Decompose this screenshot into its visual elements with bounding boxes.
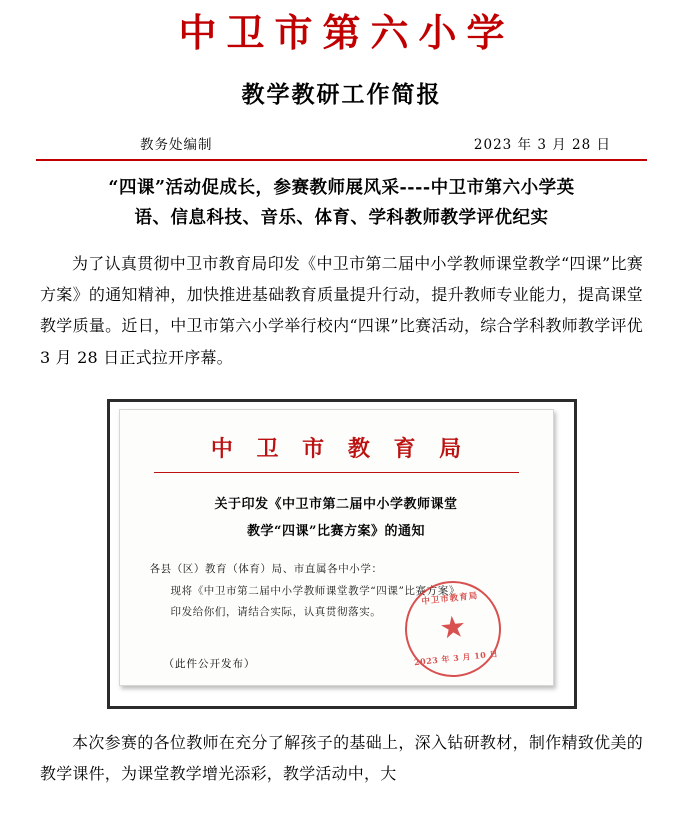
headline-line-1: “四课”活动促成长，参赛教师展风采----中卫市第六小学英 [108,177,575,198]
masthead-title: 中卫市第六小学 [178,10,515,55]
notice-heading [120,491,553,546]
document-subtitle: 教学教研工作简报 [241,80,442,108]
notice-divider [154,472,519,473]
notice-heading-line-2: 教学“四课”比赛方案》的通知 [247,524,425,540]
issue-date: 2023 年 3 月 28 日 [473,136,611,153]
notice-body-line-1: 各县（区）教育（体育）局、市直属各中小学： [149,563,383,576]
notice-scan-sheet [119,409,554,686]
notice-scan-figure [107,399,577,709]
header-divider [36,159,647,161]
body-paragraph-1: 为了认真贯彻中卫市教育局印发《中卫市第二届中小学教师课堂教学“四课”比赛方案》的通知精神，加快推进基础教育质量提升行动，提升教师专业能力，提高课堂教学质量。近日，中卫市第六小学举行校内“四课”比赛活动，综合学科教师教学评优 3 月 28 日正式拉开序幕。 [40,254,643,367]
article-headline [30,173,653,234]
notice-body-line-2: 现将《中卫市第二届中小学教师课堂教学“四课”比赛方案》 [170,584,460,597]
seal-star-icon: ★ [437,608,468,647]
meta-row [30,133,653,153]
issuer-label: 教务处编制 [140,136,213,153]
notice-body-line-3: 印发给你们，请结合实际，认真贯彻落实。 [170,606,382,619]
headline-line-2: 语、信息科技、音乐、体育、学科教师教学评优纪实 [134,208,549,229]
notice-heading-line-1: 关于印发《中卫市第二届中小学教师课堂 [214,496,458,512]
notice-footer-note: （此件公开发布） [163,657,256,670]
notice-org-title: 中 卫 市 教 育 局 [210,435,470,462]
body-paragraph-2: 本次参赛的各位教师在充分了解孩子的基础上，深入钻研教材，制作精致优美的教学课件，为课堂教学增光添彩，教学活动中，大 [40,732,643,783]
seal-date-text: 2023 年 3 月 10 日 [413,648,499,668]
seal-org-text: 中卫市教育局 [420,591,479,607]
